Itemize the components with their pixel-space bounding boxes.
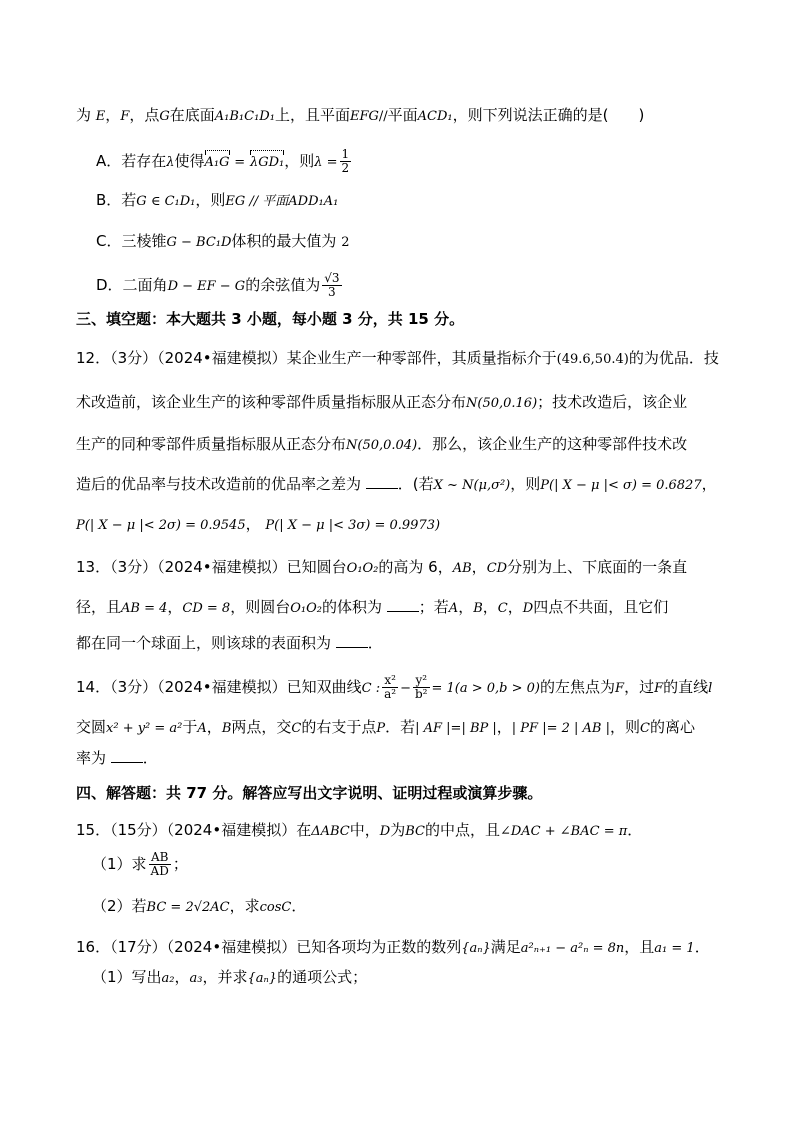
- parallel-symbol: //: [378, 109, 388, 124]
- text: ．那么，该企业生产的这种零部件技术改: [417, 435, 688, 453]
- math: F: [615, 681, 625, 696]
- math: l: [708, 681, 713, 696]
- q13-line2: [76, 597, 668, 619]
- math-plane: ADD₁A₁: [288, 194, 339, 209]
- option-label: D．二面角: [96, 276, 168, 294]
- denominator: AD: [150, 864, 169, 878]
- q14-line3: [76, 748, 158, 768]
- text: ，则: [284, 152, 315, 170]
- math-o1o2: O₁O₂: [346, 561, 379, 576]
- section-heading-solutions: 四、解答题：共 77 分。解答应写出文字说明、证明过程或演算步骤。: [76, 784, 543, 802]
- option-d: [96, 272, 344, 299]
- math-prob: P(| X − μ |< σ) = 0.6827: [540, 478, 702, 493]
- text: 分别为上、下底面的一条直: [507, 558, 688, 576]
- text: 满足: [490, 938, 521, 956]
- math-acd: ACD₁: [417, 109, 453, 124]
- option-label: B．若: [96, 191, 137, 209]
- text: ，则: [609, 718, 640, 736]
- numerator: √3: [324, 271, 340, 285]
- text: ，: [206, 718, 222, 736]
- text: 的通项公式；: [277, 968, 368, 986]
- option-a: [96, 148, 353, 175]
- text: 的体积为: [321, 598, 382, 616]
- text: 中，: [349, 821, 380, 839]
- text: 术改造前，该企业生产的该种零部件质量指标服从正态分布: [76, 393, 467, 411]
- vector-a1g: A₁G: [205, 153, 230, 173]
- text: ；技术改造后，该企业: [537, 393, 688, 411]
- q16-line1: [76, 937, 710, 959]
- math-interval: (49.6,50.4): [556, 352, 629, 367]
- text: ．: [291, 897, 307, 915]
- vector-gd1: λGD₁: [250, 153, 284, 173]
- text: 的右支于点: [301, 718, 377, 736]
- text: ；若: [418, 598, 449, 616]
- answer-blank: [387, 599, 419, 612]
- fraction-y2-b2: [413, 674, 430, 701]
- math: a²ₙ₊₁ − a²ₙ = 8n: [520, 941, 625, 956]
- text: ，: [458, 598, 474, 616]
- text: 率为: [76, 749, 107, 767]
- math: BC = 2√2AC: [146, 900, 230, 915]
- text: ，: [167, 598, 183, 616]
- text: 的直线: [663, 678, 709, 696]
- text: 为: [76, 106, 92, 124]
- text: ，则: [510, 475, 541, 493]
- math: F: [654, 681, 664, 696]
- math-plane: A₁B₁C₁D₁: [214, 109, 275, 124]
- math-efg: EFG: [349, 109, 379, 124]
- math: C: [291, 721, 302, 736]
- text: 上，且平面: [274, 106, 350, 124]
- text: ．若: [385, 718, 416, 736]
- denominator: a²: [384, 687, 397, 701]
- text: ．: [142, 749, 158, 767]
- math-cd: CD: [486, 561, 508, 576]
- text: （1）求: [92, 855, 147, 873]
- text: 造后的优品率与技术改造前的优品率之差为: [76, 475, 362, 493]
- math: B: [221, 721, 232, 736]
- q12-line1: [76, 348, 719, 370]
- math-expression: EG // 平面: [225, 194, 289, 209]
- text: 使得: [174, 152, 205, 170]
- math-prob: P(| X − μ |< 2σ) = 0.9545: [76, 518, 246, 533]
- text: ，求: [229, 897, 260, 915]
- math-distribution: N(50,0.04): [346, 438, 418, 453]
- text: ，并求: [202, 968, 248, 986]
- text: ，点: [129, 106, 160, 124]
- math-f: F: [120, 109, 130, 124]
- denominator: 2: [341, 161, 350, 175]
- q14-line2: [76, 717, 695, 739]
- math: O₁O₂: [290, 601, 322, 616]
- math-g: G: [159, 109, 170, 124]
- numerator: 1: [341, 147, 350, 161]
- math-e: E: [95, 109, 106, 124]
- text: 的为优品．技: [628, 349, 719, 367]
- text: 13．（3分）（2024•福建模拟）已知圆台: [76, 558, 347, 576]
- minus: −: [400, 681, 411, 696]
- math: A: [448, 601, 459, 616]
- text: 四点不共面，且它们: [533, 598, 669, 616]
- q12-line5: [76, 514, 440, 536]
- option-c: [96, 231, 349, 253]
- q15-line1: [76, 820, 642, 842]
- text: ，: [471, 558, 487, 576]
- text: ，: [174, 968, 190, 986]
- option-b: [96, 190, 338, 212]
- fraction-ab-ad: [149, 851, 171, 878]
- text: ．(若: [397, 475, 434, 493]
- text: 12．（3分）（2024•福建模拟）某企业生产一种零部件，其质量指标介于: [76, 349, 557, 367]
- math: cosC: [259, 900, 292, 915]
- value: 2: [341, 235, 350, 250]
- q16-part1: [92, 967, 367, 989]
- math: P: [376, 721, 386, 736]
- math: C: [497, 601, 508, 616]
- text: ，且: [624, 938, 655, 956]
- text: 15．（15分）（2024•福建模拟）在: [76, 821, 312, 839]
- numerator: x²: [382, 674, 398, 688]
- text: 交圆: [76, 718, 107, 736]
- math: a₂: [161, 971, 175, 986]
- q12-line2: [76, 392, 687, 414]
- q11-stem-line: [76, 105, 644, 127]
- q12-line3: [76, 434, 687, 456]
- q12-line4: [76, 474, 717, 496]
- q15-part2: [92, 896, 306, 918]
- fraction-sqrt3-over-3: [322, 272, 341, 299]
- equals: =: [234, 155, 246, 170]
- math-ab: AB: [452, 561, 472, 576]
- text: （1）写出: [92, 968, 162, 986]
- math: AB = 4: [121, 601, 168, 616]
- text: 的左焦点为: [540, 678, 616, 696]
- text: 为: [390, 821, 406, 839]
- answer-blank: [111, 750, 143, 763]
- math: {aₙ}: [247, 971, 278, 986]
- math: a₁ = 1: [654, 941, 695, 956]
- text: 的中点，且: [424, 821, 500, 839]
- q13-line1: [76, 557, 687, 579]
- math: A: [197, 721, 207, 736]
- math: ΔABC: [311, 824, 350, 839]
- text: 平面: [387, 106, 418, 124]
- text: 都在同一个球面上，则该球的表面积为: [76, 634, 332, 652]
- math-lambda: λ: [166, 155, 175, 170]
- math: | AF |=| BP |: [415, 721, 497, 736]
- text: 于: [182, 718, 198, 736]
- math: | PF |= 2 | AB |: [511, 721, 610, 736]
- math-expression: G − BC₁D: [166, 235, 232, 250]
- q13-line3: [76, 633, 383, 653]
- math: {aₙ}: [461, 941, 491, 956]
- math: a₃: [189, 971, 203, 986]
- math-condition: G ∈ C₁D₁: [136, 194, 196, 209]
- text: ，过: [624, 678, 655, 696]
- fraction-one-half: [340, 148, 352, 175]
- text: 生产的同种零部件质量指标服从正态分布: [76, 435, 347, 453]
- math: BC: [405, 824, 425, 839]
- math-lambda-eq: λ =: [314, 155, 338, 170]
- text: ，: [496, 718, 512, 736]
- math: C: [640, 721, 650, 736]
- text: 14．（3分）（2024•福建模拟）已知双曲线: [76, 678, 362, 696]
- math: D: [379, 824, 391, 839]
- text: ，: [245, 515, 261, 533]
- text: ，: [701, 475, 717, 493]
- text: ．: [367, 634, 383, 652]
- text: ；: [172, 855, 188, 873]
- answer-blank: [336, 635, 368, 648]
- text: ，则: [195, 191, 226, 209]
- math: B: [473, 601, 483, 616]
- text: ．: [694, 938, 710, 956]
- text: ，则下列说法正确的是( ): [452, 106, 645, 124]
- math-condition: = 1(a > 0,b > 0): [431, 681, 541, 696]
- numerator: AB: [149, 851, 171, 865]
- text: ，: [105, 106, 121, 124]
- numerator: y²: [413, 674, 430, 688]
- math-expression: D − EF − G: [167, 279, 246, 294]
- section-heading-fill-blank: 三、填空题：本大题共 3 小题，每小题 3 分，共 15 分。: [76, 310, 465, 328]
- text: 的高为 6，: [378, 558, 453, 576]
- text: 的余弦值为: [245, 276, 321, 294]
- text: 的离心: [649, 718, 695, 736]
- text: （2）若: [92, 897, 147, 915]
- text: ，则圆台: [230, 598, 291, 616]
- text: ，: [482, 598, 498, 616]
- text: 两点，交: [231, 718, 292, 736]
- math: CD = 8: [182, 601, 231, 616]
- text: 径，且: [76, 598, 122, 616]
- math-normal: X ~ N(μ,σ²): [433, 478, 511, 493]
- math-prob: P(| X − μ |< 3σ) = 0.9973): [265, 518, 441, 533]
- text: 16．（17分）（2024•福建模拟）已知各项均为正数的数列: [76, 938, 462, 956]
- text: 体积的最大值为: [231, 232, 337, 250]
- q15-part1: [92, 851, 188, 878]
- answer-blank: [366, 476, 398, 489]
- math-circle: x² + y² = a²: [106, 721, 183, 736]
- denominator: 3: [328, 285, 336, 299]
- option-label: A．若存在: [96, 152, 167, 170]
- q14-line1: [76, 674, 712, 701]
- text: ，: [507, 598, 523, 616]
- denominator: b²: [415, 687, 428, 701]
- math: D: [522, 601, 534, 616]
- fraction-x2-a2: [382, 674, 398, 701]
- math-distribution: N(50,0.16): [466, 396, 538, 411]
- text: ．: [627, 821, 643, 839]
- option-label: C．三棱锥: [96, 232, 167, 250]
- math: ∠DAC + ∠BAC = π: [499, 824, 628, 839]
- text: 在底面: [169, 106, 215, 124]
- math: C :: [361, 681, 381, 696]
